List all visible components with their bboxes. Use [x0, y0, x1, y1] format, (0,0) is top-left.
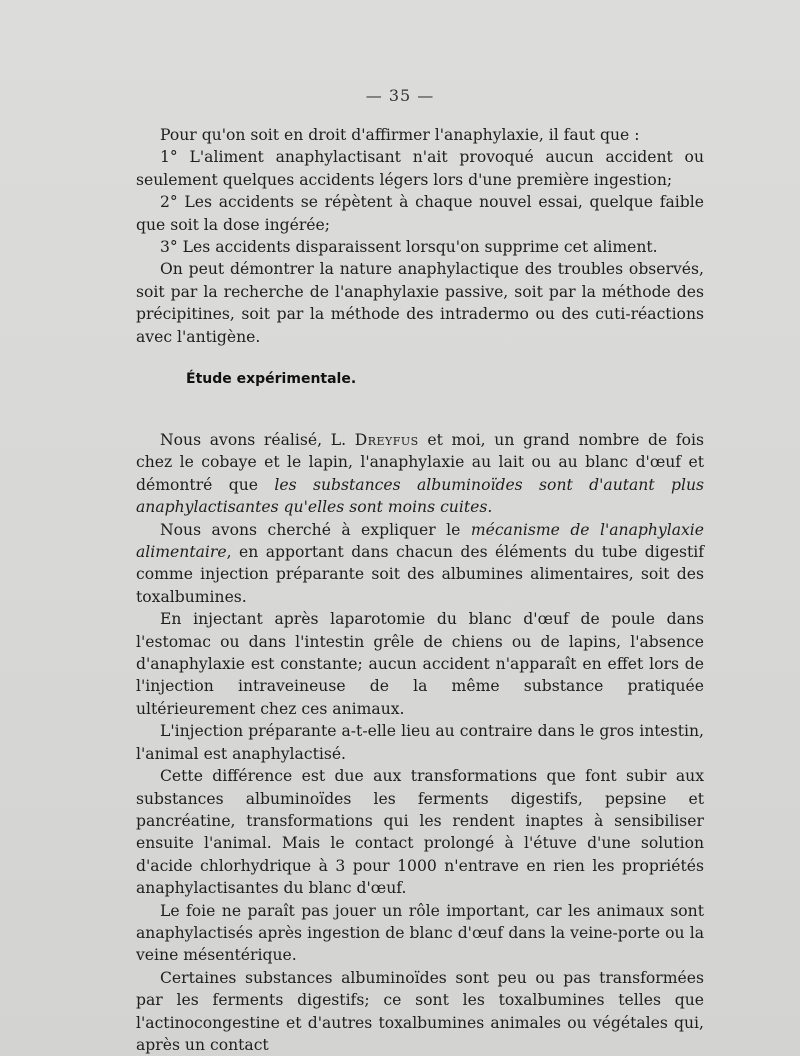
paragraph: Le foie ne paraît pas jouer un rôle important, car les animaux sont anaphylactisés après ingestion de blanc d'œuf dans la veine-porte ou la veine mésentérique. — [136, 901, 704, 965]
italic-text: mécanisme de l'anaphylaxie alimentaire — [136, 520, 704, 562]
text-run: et moi, un grand nombre de fois chez le cobaye et le lapin, l'anaphylaxie au lait ou au blanc d'œuf et démontré que — [136, 431, 704, 494]
italic-text: les substances albuminoïdes sont d'autant plus anaphylactisantes qu'elles sont moins cuites. — [136, 475, 705, 517]
list-item: 1° L'aliment anaphylactisant n'ait provoqué aucun accident ou seulement quelques accidents légers lors d'une première ingestion; — [136, 148, 704, 189]
page-number: — 35 — — [365, 86, 435, 105]
experimental-section — [136, 429, 704, 1056]
paragraph: Certaines substances albuminoïdes sont peu ou pas transformées par les ferments digestifs; ce sont les toxalbumines telles que l'actinocongestine et d'autres toxalbumines animales ou végétales qui, après un contact — [136, 968, 704, 1054]
section-heading: Étude expérimentale. — [186, 371, 357, 387]
list-item: 3° Les accidents disparaissent lorsqu'on supprime cet aliment. — [160, 238, 658, 257]
intro-section — [136, 124, 704, 348]
paragraph: L'injection préparante a-t-elle lieu au contraire dans le gros intestin, l'animal est anaphylactisé. — [136, 722, 704, 763]
text-run: , en apportant dans chacun des éléments du tube digestif comme injection préparante soit des albumines alimentaires, soit des toxalbumines. — [136, 543, 704, 606]
paragraph — [136, 429, 704, 519]
paragraph: Pour qu'on soit en droit d'affirmer l'anaphylaxie, il faut que : — [160, 126, 640, 144]
text-run: Nous avons cherché à expliquer le — [160, 520, 471, 539]
paragraph: On peut démontrer la nature anaphylactique des troubles observés, soit par la recherche de l'anaphylaxie passive, soit par la méthode des précipitines, soit par la méthode des intradermo ou des cuti-réactions avec l'antigène. — [136, 260, 704, 346]
paragraph — [136, 519, 704, 609]
paragraph: En injectant après laparotomie du blanc d'œuf de poule dans l'estomac ou dans l'intestin grêle de chiens ou de lapins, l'absence d'anaphylaxie est constante; aucun accident n'apparaît en effet lors de l'injection intraveineuse de la même substance pratiquée ultérieurement chez ces animaux. — [136, 610, 704, 718]
author-name: Dreyfus — [354, 431, 419, 449]
list-item: 2° Les accidents se répètent à chaque nouvel essai, quelque faible que soit la dose ingérée; — [136, 193, 704, 234]
paragraph: Cette différence est due aux transformations que font subir aux substances albuminoïdes les ferments digestifs, pepsine et pancréatine, transformations qui les rendent inaptes à sensibiliser ensuite l'animal. Mais le contact prolongé à l'étuve d'une solution d'acide chlorhydrique à 3 pour 1000 n'entrave en rien les propriétés anaphylactisantes du blanc d'œuf. — [136, 767, 704, 898]
text-run: Nous avons réalisé, L. — [160, 431, 355, 449]
